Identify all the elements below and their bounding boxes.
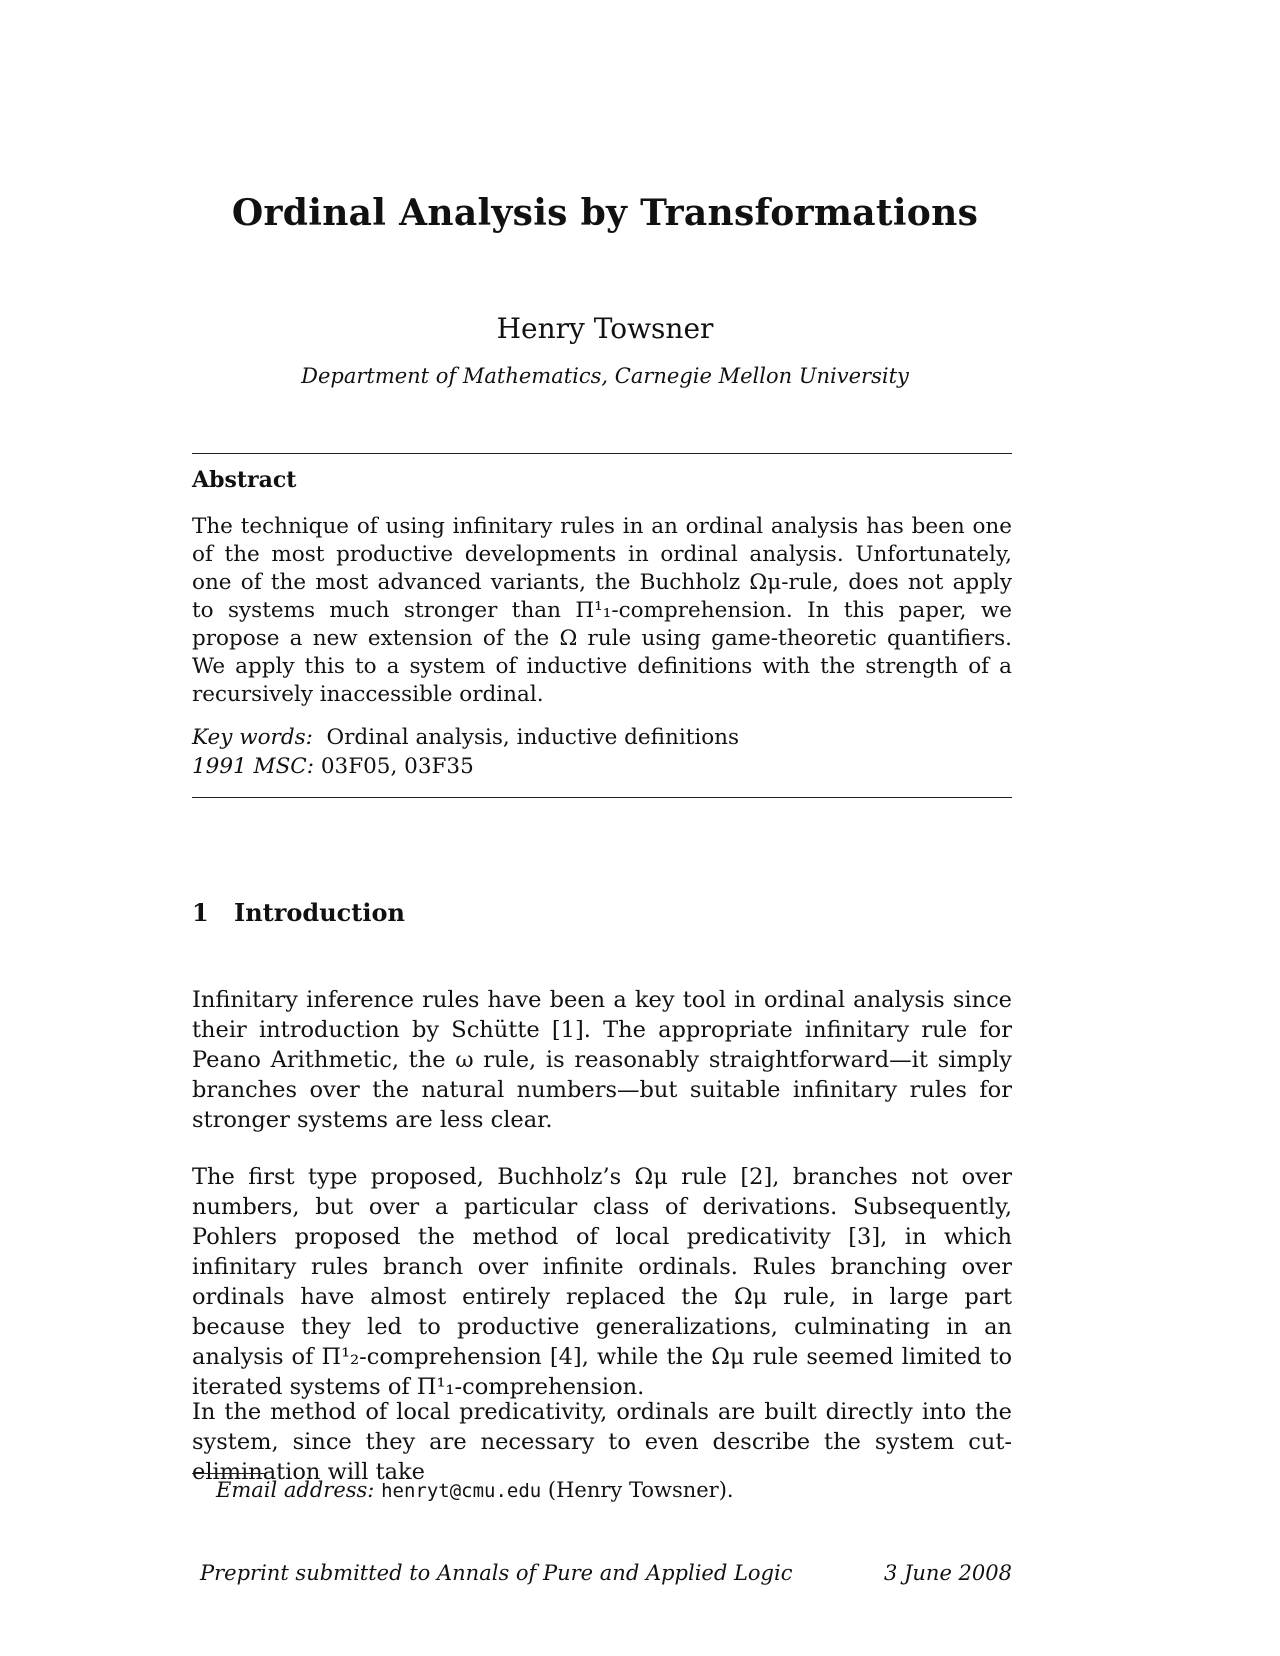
author-name: Henry Towsner	[496, 312, 714, 345]
abstract-heading: Abstract	[192, 467, 297, 493]
intro-paragraph-3-text: In the method of local predicativity, ordinals are built directly into the system, since they are necessary to even describe the system cut-elimination will take	[192, 1399, 1012, 1485]
keywords-block	[192, 723, 739, 781]
intro-paragraph-3	[192, 1397, 1012, 1485]
footnote-label: Email address:	[216, 1478, 375, 1502]
abstract-top-rule	[192, 453, 1012, 454]
footnote-email: henryt@cmu.edu	[381, 1480, 542, 1502]
footer-preprint: Preprint submitted to Annals of Pure and Applied Logic	[200, 1561, 793, 1585]
section-title: Introduction	[234, 898, 405, 927]
abstract-bottom-rule	[192, 797, 1012, 798]
section-number: 1	[192, 898, 209, 927]
msc-label: 1991 MSC:	[192, 754, 314, 779]
keywords-value: Ordinal analysis, inductive definitions	[326, 725, 740, 750]
footer-date: 3 June 2008	[883, 1561, 1012, 1585]
msc-value: 03F05, 03F35	[320, 754, 474, 779]
footnote-suffix: (Henry Towsner).	[547, 1478, 734, 1502]
intro-paragraph-1: Infinitary inference rules have been a key tool in ordinal analysis since their introduction by Schütte [1]. The appropriate infinitary rule for Peano Arithmetic, the ω rule, is reasonably straightforward—it simply branches over the natural numbers—but suitable infinitary rules for stronger systems are less clear.	[192, 987, 1012, 1133]
paper-title: Ordinal Analysis by Transformations	[231, 192, 979, 234]
intro-paragraph-2: The first type proposed, Buchholz’s Ωμ rule [2], branches not over numbers, but over a particular class of derivations. Subsequently, Pohlers proposed the method of local predicativity [3], in which infinitary rules branch over infinite ordinals. Rules branching over ordinals have almost entirely replaced the Ωμ rule, in large part because they led to productive generalizations, culminating in an analysis of Π¹₂-comprehension [4], while the Ωμ rule seemed limited to iterated systems of Π¹₁-comprehension.	[192, 1164, 1012, 1400]
msc-line	[192, 752, 739, 781]
footnote	[216, 1478, 734, 1502]
footnote-rule	[192, 1473, 266, 1474]
keywords-line	[192, 723, 739, 752]
author-affiliation: Department of Mathematics, Carnegie Mellon University	[301, 364, 909, 388]
section-heading	[192, 898, 405, 927]
abstract-text: The technique of using infinitary rules in an ordinal analysis has been one of the most productive developments in ordinal analysis. Unfortunately, one of the most advanced variants, the Buchholz Ωμ-rule, does not apply to systems much stronger than Π¹₁-comprehension. In this paper, we propose a new extension of the Ω rule using game-theoretic quantifiers. We apply this to a system of inductive definitions with the strength of a recursively inaccessible ordinal.	[192, 514, 1012, 707]
keywords-label: Key words:	[192, 725, 313, 750]
